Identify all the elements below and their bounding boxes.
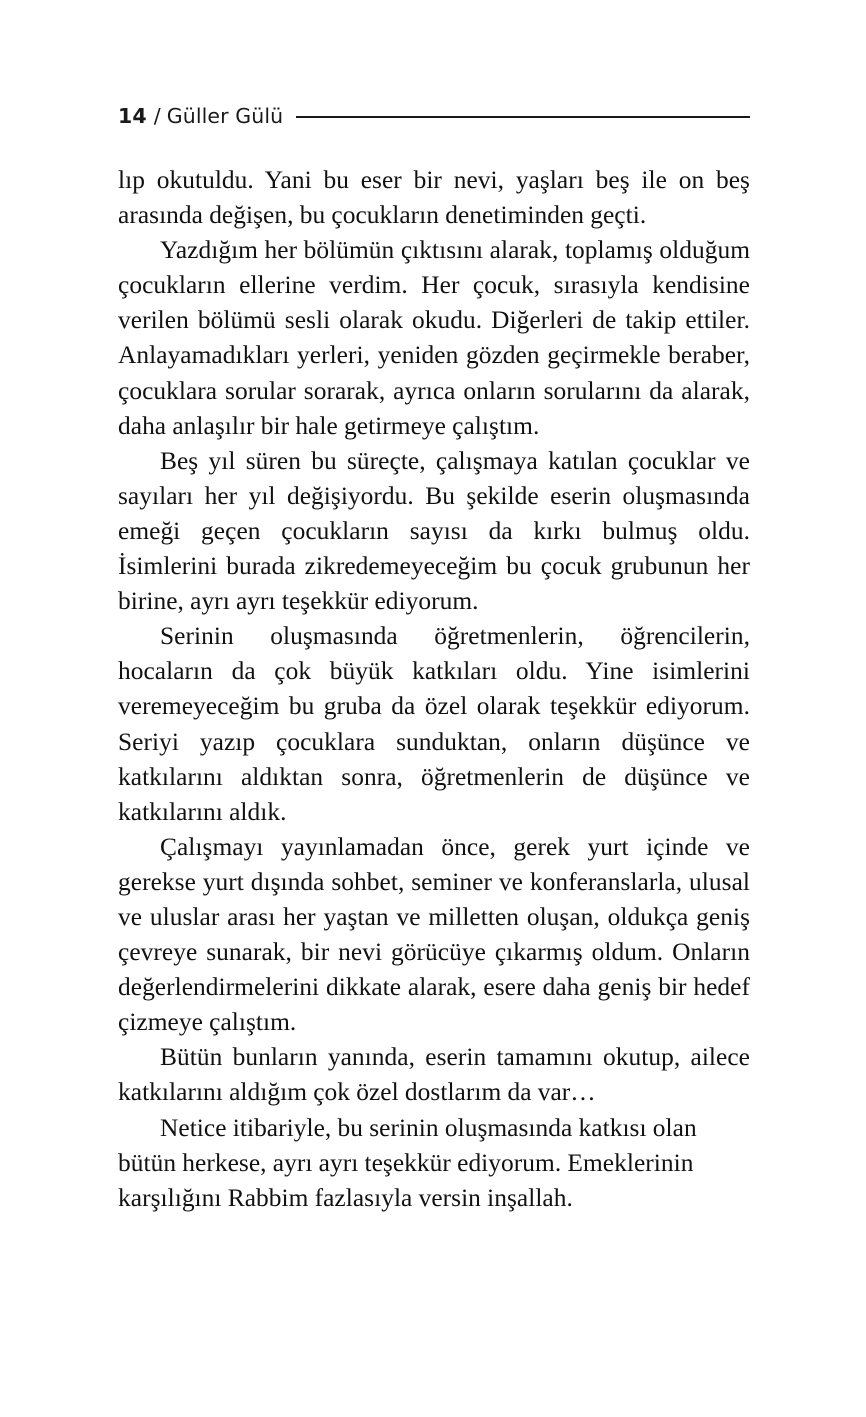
paragraph: Beş yıl süren bu süreçte, çalışmaya katılan çocuklar ve sayıları her yıl değişiyordu. Bu şekilde eserin oluşmasında emeği geçen çocukların sayısı da kırkı bulmuş oldu. İsimlerini burada zikredemeyeceğim bu çocuk grubunun her birine, ayrı ayrı teşekkür ediyorum. [118,446,750,616]
paragraph: Çalışmayı yayınlamadan önce, gerek yurt içinde ve gerekse yurt dışında sohbet, seminer ve konferanslarla, ulusal ve uluslar arası her yaştan ve milletten oluşan, oldukça geniş çevreye sunarak, bir nevi görücüye çıkarmış oldum. Onların değerlendirmelerini dikkate alarak, esere daha geniş bir hedef çizmeye çalıştım. [118,832,750,1037]
page-number: 14 [118,104,147,128]
paragraph: Yazdığım her bölümün çıktısını alarak, toplamış olduğum çocukların ellerine verdim. Her çocuk, sırasıyla kendisine verilen bölümü sesli olarak okudu. Diğerleri de takip ettiler. Anlayamadıkları yerleri, yeniden gözden geçirmekle beraber, çocuklara sorular sorarak, ayrıca onların sorularını da alarak, daha anlaşılır bir hale getirmeye çalıştım. [118,236,750,440]
paragraph: Serinin oluşmasında öğretmenlerin, öğrencilerin, hocaların da çok büyük katkıları oldu. Yine isimlerini veremeyeceğim bu gruba da özel olarak teşekkür ediyorum. Seriyi yazıp çocuklara sunduktan, onların düşünce ve katkılarını aldıktan sonra, öğretmenlerin de düşünce ve katkılarını aldık. [118,622,750,826]
running-header [118,101,750,131]
header-divider-rule [296,116,750,118]
paragraph: Netice itibariyle, bu serinin oluşmasında katkısı olan bütün herkese, ayrı ayrı teşekkür ediyorum. Emeklerinin karşılığını Rabbim fazlasıyla versin inşallah. [118,1113,697,1212]
running-header-text [118,104,283,128]
paragraph: lıp okutuldu. Yani bu eser bir nevi, yaşları beş ile on beş arasında değişen, bu çocukların denetiminden geçti. [118,166,750,230]
book-title: Güller Gülü [166,104,284,128]
body-text-block [118,163,750,1216]
paragraph: Bütün bunların yanında, eserin tamamını okutup, ailece katkılarını aldığım çok özel dostlarım da var… [118,1043,750,1107]
header-separator: / [153,104,161,128]
